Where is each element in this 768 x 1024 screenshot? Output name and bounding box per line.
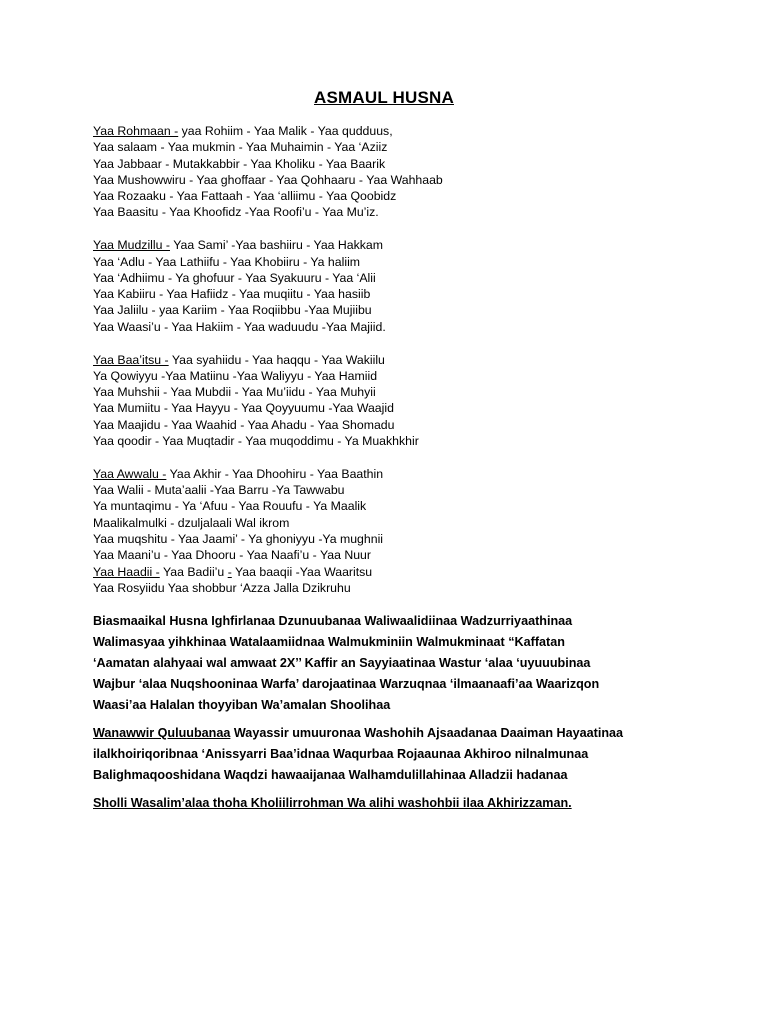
name-line xyxy=(93,270,713,286)
line-text: Yaa ‘Adhiimu - Ya ghofuur - Yaa Syakuuru - Yaa ‘Alii xyxy=(93,270,376,285)
name-line xyxy=(93,466,713,482)
name-line xyxy=(93,237,713,253)
line-text: yaa Rohiim - Yaa Malik - Yaa qudduus, xyxy=(178,124,393,138)
line-text: Walimasyaa yihkhinaa Watalaamiidnaa Walmukminiin Walmukminaat “Kaffatan xyxy=(93,635,565,649)
name-line xyxy=(93,139,713,155)
name-line xyxy=(93,368,713,384)
prayer-line xyxy=(93,695,713,716)
line-text: Ya muntaqimu - Ya ‘Afuu - Yaa Rouufu - Ya Maalik xyxy=(93,499,367,514)
name-line xyxy=(93,204,713,220)
stanza xyxy=(93,123,713,221)
line-text: Maalikalmulki - dzuljalaali Wal ikrom xyxy=(93,515,290,530)
line-text: Yaa Rosyiidu Yaa shobbur ‘Azza Jalla Dzikruhu xyxy=(93,580,351,595)
underlined-text: Yaa Rohmaan - xyxy=(93,124,179,138)
prayer-line xyxy=(93,632,713,653)
stanza xyxy=(93,237,713,335)
name-line xyxy=(93,384,713,400)
line-text: Biasmaaikal Husna Ighfirlanaa Dzunuubanaa Waliwaalidiinaa Wadzurriyaathinaa xyxy=(93,614,573,628)
name-line xyxy=(93,123,713,139)
line-text: Yaa Walii - Muta’aalii -Yaa Barru -Ya Tawwabu xyxy=(93,483,345,498)
prayer-line xyxy=(93,765,713,786)
line-text: Yaa Mumiitu - Yaa Hayyu - Yaa Qoyyuumu -Yaa Waajid xyxy=(93,401,394,416)
prayer-paragraphs xyxy=(93,611,713,821)
line-text: Yaa Muhshii - Yaa Mubdii - Yaa Mu’iidu - Yaa Muhyii xyxy=(93,385,376,400)
name-line xyxy=(93,498,713,514)
name-line xyxy=(93,482,713,498)
name-line xyxy=(93,531,713,547)
name-line xyxy=(93,400,713,416)
underlined-text: Sholli Wasalim’alaa thoha Kholiilirrohman Wa alihi washohbii ilaa Akhirizzaman. xyxy=(93,796,572,810)
line-text: Yaa ‘Adlu - Yaa Lathiifu - Yaa Khobiiru - Ya haliim xyxy=(93,254,361,269)
name-line xyxy=(93,172,713,188)
underlined-text: Yaa Awwalu - xyxy=(93,466,167,481)
name-line xyxy=(93,352,713,368)
prayer-line xyxy=(93,744,713,765)
line-text: Yaa syahiidu - Yaa haqqu - Yaa Wakiilu xyxy=(168,352,385,367)
prayer-paragraph xyxy=(93,793,713,814)
line-text: Balighmaqooshidana Waqdzi hawaaijanaa Walhamdulillahinaa Alladzii hadanaa xyxy=(93,768,568,782)
line-text: Yaa Rozaaku - Yaa Fattaah - Yaa ‘alliimu - Yaa Qoobidz xyxy=(93,189,397,204)
line-text: Yaa Kabiiru - Yaa Hafiidz - Yaa muqiitu - Yaa hasiib xyxy=(93,287,371,302)
name-line xyxy=(93,156,713,172)
name-line xyxy=(93,515,713,531)
line-text: Yaa Maani’u - Yaa Dhooru - Yaa Naafi’u - Yaa Nuur xyxy=(93,548,371,563)
line-text: ilalkhoiriqoribnaa ‘Anissyarri Baa’idnaa Waqurbaa Rojaaunaa Akhiroo nilnalmunaa xyxy=(93,747,589,761)
line-text: Yaa Baasitu - Yaa Khoofidz -Yaa Roofi’u - Yaa Mu’iz. xyxy=(93,205,379,220)
line-text: Yaa baaqii -Yaa Waaritsu xyxy=(231,564,373,579)
name-line xyxy=(93,254,713,270)
prayer-line xyxy=(93,611,713,632)
line-text: Ya Qowiyyu -Yaa Matiinu -Yaa Waliyyu - Yaa Hamiid xyxy=(93,368,378,383)
name-line xyxy=(93,564,713,580)
underlined-text: Yaa Baa’itsu - xyxy=(93,352,169,367)
line-text: Yaa Jaliilu - yaa Kariim - Yaa Roqiibbu -Yaa Mujiibu xyxy=(93,303,372,318)
line-text: Yaa Akhir - Yaa Dhoohiru - Yaa Baathin xyxy=(166,466,384,481)
line-text: ‘Aamatan alahyaai wal amwaat 2X’’ Kaffir an Sayyiaatinaa Wastur ‘alaa ‘uyuuubinaa xyxy=(93,656,591,670)
name-line xyxy=(93,302,713,318)
name-line xyxy=(93,319,713,335)
underlined-text: Wanawwir Quluubanaa xyxy=(93,726,231,740)
name-line xyxy=(93,286,713,302)
name-line xyxy=(93,188,713,204)
prayer-line xyxy=(93,674,713,695)
line-text: Yaa Badii’u xyxy=(159,564,228,579)
underlined-text: Yaa Haadii - xyxy=(93,564,160,579)
name-line xyxy=(93,433,713,449)
line-text: Yaa salaam - Yaa mukmin - Yaa Muhaimin - Yaa ‘Aziiz xyxy=(93,140,388,155)
prayer-line xyxy=(93,723,713,744)
underlined-text: Yaa Mudzillu - xyxy=(93,238,170,253)
line-text: Yaa Jabbaar - Mutakkabbir - Yaa Kholiku - Yaa Baarik xyxy=(93,156,386,171)
line-text: Wajbur ‘alaa Nuqshooninaa Warfa’ darojaatinaa Warzuqnaa ‘ilmaanaafi’aa Waarizqon xyxy=(93,677,600,691)
underlined-text: - xyxy=(227,564,232,579)
prayer-line xyxy=(93,793,713,814)
name-line xyxy=(93,417,713,433)
line-text: Yaa qoodir - Yaa Muqtadir - Yaa muqoddimu - Ya Muakhkhir xyxy=(93,434,419,449)
name-line xyxy=(93,547,713,563)
prayer-paragraph xyxy=(93,723,713,786)
line-text: Yaa Waasi’u - Yaa Hakiim - Yaa waduudu -Yaa Majiid. xyxy=(93,319,386,334)
name-line xyxy=(93,580,713,596)
line-text: Waasi’aa Halalan thoyyiban Wa’amalan Shoolihaa xyxy=(93,698,391,712)
line-text: Yaa Maajidu - Yaa Waahid - Yaa Ahadu - Yaa Shomadu xyxy=(93,417,395,432)
line-text: Yaa muqshitu - Yaa Jaami’ - Ya ghoniyyu -Ya mughnii xyxy=(93,532,384,547)
prayer-paragraph xyxy=(93,611,713,716)
stanza xyxy=(93,352,713,450)
prayer-line xyxy=(93,653,713,674)
document-title: ASMAUL HUSNA xyxy=(314,88,454,107)
line-text: Yaa Sami’ -Yaa bashiiru - Yaa Hakkam xyxy=(170,238,384,253)
stanza xyxy=(93,466,713,596)
line-text: Wayassir umuuronaa Washohih Ajsaadanaa Daaiman Hayaatinaa xyxy=(230,726,624,740)
asmaul-husna-stanzas xyxy=(93,123,713,613)
line-text: Yaa Mushowwiru - Yaa ghoffaar - Yaa Qohhaaru - Yaa Wahhaab xyxy=(93,172,443,187)
